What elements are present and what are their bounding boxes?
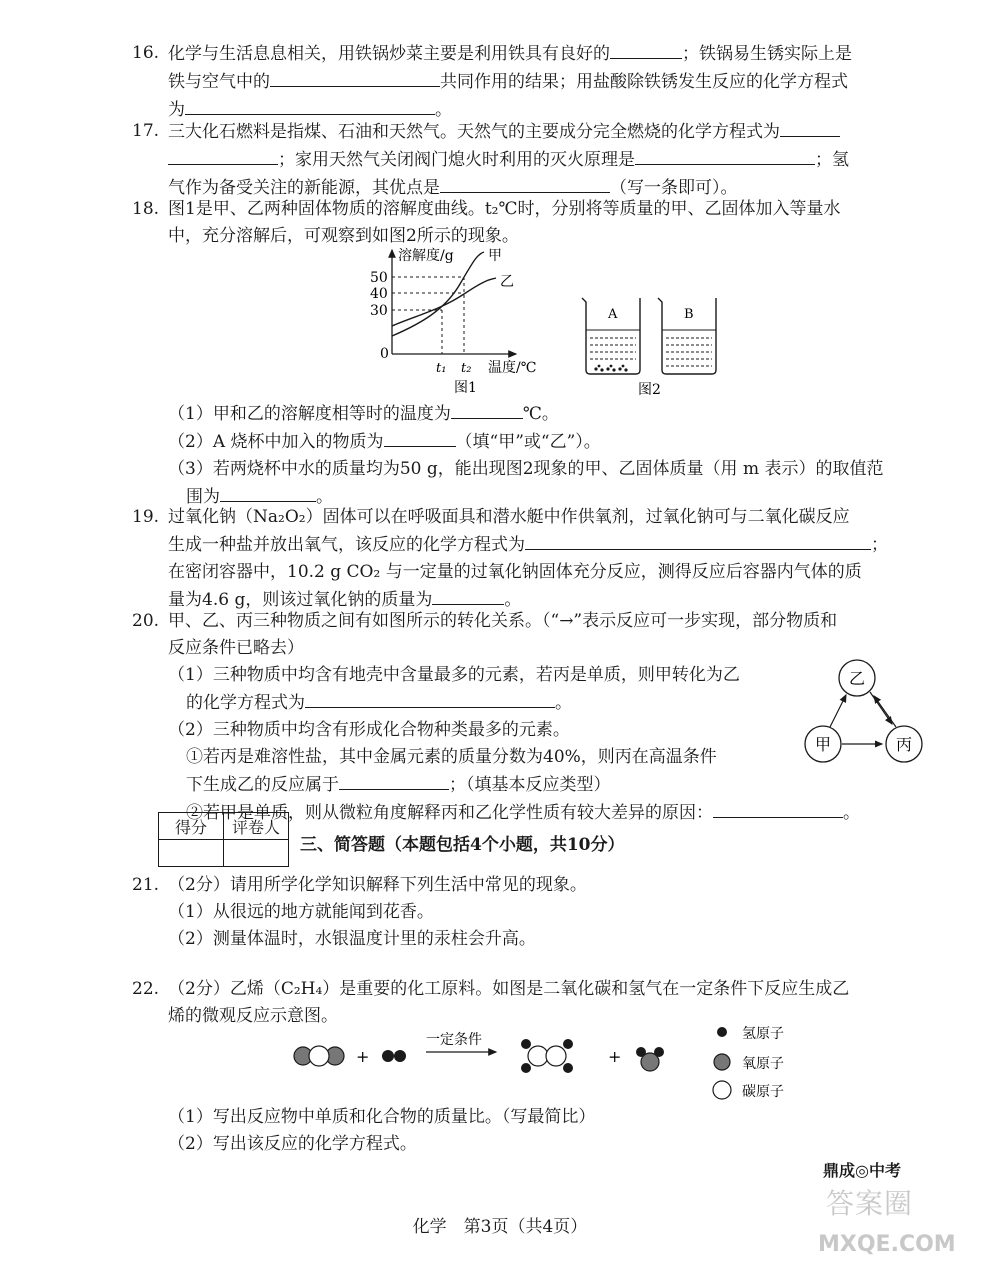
question-text: （写一条即可）。: [610, 178, 738, 198]
question-text: （3）若两烧杯中水的质量均为50 g，能出现图2现象的甲、乙固体质量（用 m 表示）的取值范: [168, 459, 884, 479]
question-text: ；: [871, 535, 888, 555]
question-text: 。: [316, 487, 333, 507]
curve-jia: [392, 252, 484, 336]
question-text: 。: [435, 100, 452, 120]
question-text: （1）三种物质中均含有地壳中含量最多的元素，若丙是单质，则甲转化为乙: [168, 665, 740, 685]
x-tick-label: t₁: [436, 361, 447, 376]
answer-blank[interactable]: [185, 96, 435, 115]
question-number: 18.: [132, 199, 160, 219]
arrow-jia-yi: [830, 695, 846, 727]
question-number: 21.: [132, 875, 160, 895]
question-text: ；（填基本反应类型）: [449, 775, 611, 795]
question-text: 甲、乙、丙三种物质之间有如图所示的转化关系。（“→”表示反应可一步实现，部分物质和: [168, 611, 838, 631]
plus-sign: +: [608, 1047, 622, 1066]
h2-molecule: [382, 1050, 406, 1062]
answer-blank[interactable]: [168, 146, 278, 165]
question-text: （1）从很远的地方就能闻到花香。: [168, 902, 434, 922]
question-text: （2）A 烧杯中加入的物质为: [168, 432, 384, 452]
question-number: 16.: [132, 43, 160, 63]
curve-yi: [392, 278, 496, 326]
watermark-url: MXQE.COM: [818, 1232, 956, 1257]
arrow-bing-yi: [874, 696, 896, 727]
curve-jia-label: 甲: [488, 248, 502, 264]
question-text: 为: [168, 100, 185, 120]
reaction-diagram: [286, 1022, 806, 1106]
question-text: 三大化石燃料是指煤、石油和天然气。天然气的主要成分完全燃烧的化学方程式为: [168, 122, 780, 142]
grader-header: 评卷人: [224, 813, 289, 840]
question-18: [134, 196, 924, 250]
question-text: 下生成乙的反应属于: [186, 775, 339, 795]
node-yi-label: 乙: [849, 669, 866, 688]
answer-blank[interactable]: [270, 68, 440, 87]
answer-blank[interactable]: [451, 400, 523, 419]
answer-blank[interactable]: [610, 40, 682, 59]
question-number: 22.: [132, 979, 160, 999]
question-text: 在密闭容器中，10.2 g CO₂ 与一定量的过氧化钠固体充分反应，测得反应后容器内气体的质: [168, 562, 862, 582]
score-header: 得分: [159, 813, 224, 840]
answer-blank[interactable]: [440, 174, 610, 193]
answer-blank[interactable]: [305, 689, 555, 708]
legend-oxygen-label: 氧原子: [742, 1056, 784, 1072]
curve-yi-label: 乙: [500, 274, 514, 290]
conversion-diagram: [800, 652, 934, 782]
question-17: [134, 118, 924, 202]
page-footer: 化学 第3页（共4页）: [412, 1217, 588, 1237]
question-text: 中，充分溶解后，可观察到如图2所示的现象。: [168, 226, 519, 246]
question-21: [134, 872, 924, 953]
question-text: （2分）乙烯（C₂H₄）是重要的化工原料。如图是二氧化碳和氢气在一定条件下反应生成乙: [168, 979, 850, 999]
y-axis-label: 溶解度/g: [398, 248, 454, 264]
plus-sign: +: [356, 1047, 370, 1066]
answer-blank[interactable]: [384, 428, 456, 447]
question-text: （2分）请用所学化学知识解释下列生活中常见的现象。: [168, 875, 587, 895]
question-text: （1）写出反应物中单质和化合物的质量比。（写最简比）: [168, 1107, 596, 1127]
figure-caption: 图1: [454, 380, 477, 396]
legend-hydrogen-label: 氢原子: [742, 1026, 784, 1042]
c2h4-molecule: [521, 1039, 573, 1073]
question-text: 围为: [186, 487, 220, 507]
question-text: （2）三种物质中均含有形成化合物种类最多的元素。: [168, 720, 570, 740]
question-text: 烯的微观反应示意图。: [168, 1006, 338, 1026]
solubility-curve-figure: [360, 244, 560, 404]
y-tick-label: 0: [380, 346, 389, 362]
question-text: 反应条件已略去）: [168, 638, 304, 658]
question-text: 铁与空气中的: [168, 72, 270, 92]
question-number: 19.: [132, 507, 160, 527]
answer-blank[interactable]: [432, 586, 504, 605]
question-text: （2）测量体温时，水银温度计里的汞柱会升高。: [168, 929, 536, 949]
node-jia-label: 甲: [815, 735, 832, 754]
question-text: 。: [843, 803, 860, 823]
question-text: 过氧化钠（Na₂O₂）固体可以在呼吸面具和潜水艇中作供氧剂，过氧化钠可与二氧化碳反应: [168, 507, 850, 527]
legend-carbon-label: 碳原子: [742, 1084, 784, 1100]
question-text: ℃。: [522, 404, 559, 424]
question-text: ①若丙是难溶性盐，其中金属元素的质量分数为40%，则丙在高温条件: [186, 747, 717, 767]
question-19: [134, 504, 924, 614]
section-heading: 三、简答题（本题包括4个小题，共10分）: [300, 835, 625, 855]
answer-blank[interactable]: [220, 483, 316, 502]
reaction-condition: 一定条件: [426, 1032, 482, 1048]
answer-blank[interactable]: [635, 146, 815, 165]
question-number: 20.: [132, 611, 160, 631]
question-text: （1）甲和乙的溶解度相等时的温度为: [168, 404, 451, 424]
question-text: ；氢: [815, 150, 849, 170]
x-axis-label: 温度/℃: [488, 360, 537, 376]
question-text: 生成一种盐并放出氧气，该反应的化学方程式为: [168, 535, 525, 555]
watermark: 答案圈: [826, 1187, 914, 1220]
beaker-a: [582, 298, 640, 374]
y-tick-label: 30: [370, 303, 388, 319]
beakers-figure: [572, 290, 732, 402]
question-text: 化学与生活息息相关，用铁锅炒菜主要是利用铁具有良好的: [168, 44, 610, 64]
question-text: 共同作用的结果；用盐酸除铁锈发生反应的化学方程式: [440, 72, 848, 92]
question-text: 。: [555, 693, 572, 713]
score-cell[interactable]: [159, 840, 224, 867]
grader-cell[interactable]: [224, 840, 289, 867]
question-18-subparts: [134, 400, 924, 511]
arrow-yi-bing: [870, 692, 892, 724]
answer-blank[interactable]: [780, 118, 840, 137]
legend-oxygen-swatch: [714, 1054, 730, 1070]
question-text: 图1是甲、乙两种固体物质的溶解度曲线。t₂℃时，分别将等质量的甲、乙固体加入等量水: [168, 199, 841, 219]
answer-blank[interactable]: [525, 531, 871, 550]
y-tick-label: 40: [370, 286, 388, 302]
question-text: 。: [504, 590, 522, 610]
beaker-a-label: A: [608, 307, 618, 322]
question-text: 量为4.6 g，则该过氧化钠的质量为: [168, 590, 433, 610]
x-tick-label: t₂: [461, 361, 472, 376]
legend-carbon-swatch: [713, 1081, 731, 1099]
brand-logo: 鼎成◎中考: [823, 1161, 901, 1180]
score-table: [158, 812, 289, 867]
answer-blank[interactable]: [339, 771, 449, 790]
legend-hydrogen-swatch: [717, 1027, 727, 1037]
question-text: 的化学方程式为: [186, 693, 305, 713]
question-16: [134, 40, 924, 124]
answer-blank[interactable]: [713, 799, 843, 818]
atom-legend: [713, 1026, 784, 1100]
question-text: ；家用天然气关闭阀门熄火时利用的灭火原理是: [278, 150, 635, 170]
y-tick-label: 50: [370, 270, 388, 286]
question-number: 17.: [132, 121, 160, 141]
question-text: 气作为备受关注的新能源，其优点是: [168, 178, 440, 198]
co2-molecule: [294, 1046, 344, 1066]
question-text: ②若甲是单质，则从微粒角度解释丙和乙化学性质有较大差异的原因：: [186, 803, 713, 823]
question-22-subparts: [134, 1104, 924, 1158]
beaker-b: [658, 298, 716, 374]
question-text: ；铁锅易生锈实际上是: [682, 44, 852, 64]
h2o-molecule: [636, 1047, 664, 1071]
beaker-b-label: B: [684, 307, 694, 322]
node-bing-label: 丙: [896, 735, 913, 754]
question-text: （填“甲”或“乙”）。: [455, 432, 601, 452]
question-text: （2）写出该反应的化学方程式。: [168, 1134, 417, 1154]
figure-caption: 图2: [638, 382, 661, 398]
